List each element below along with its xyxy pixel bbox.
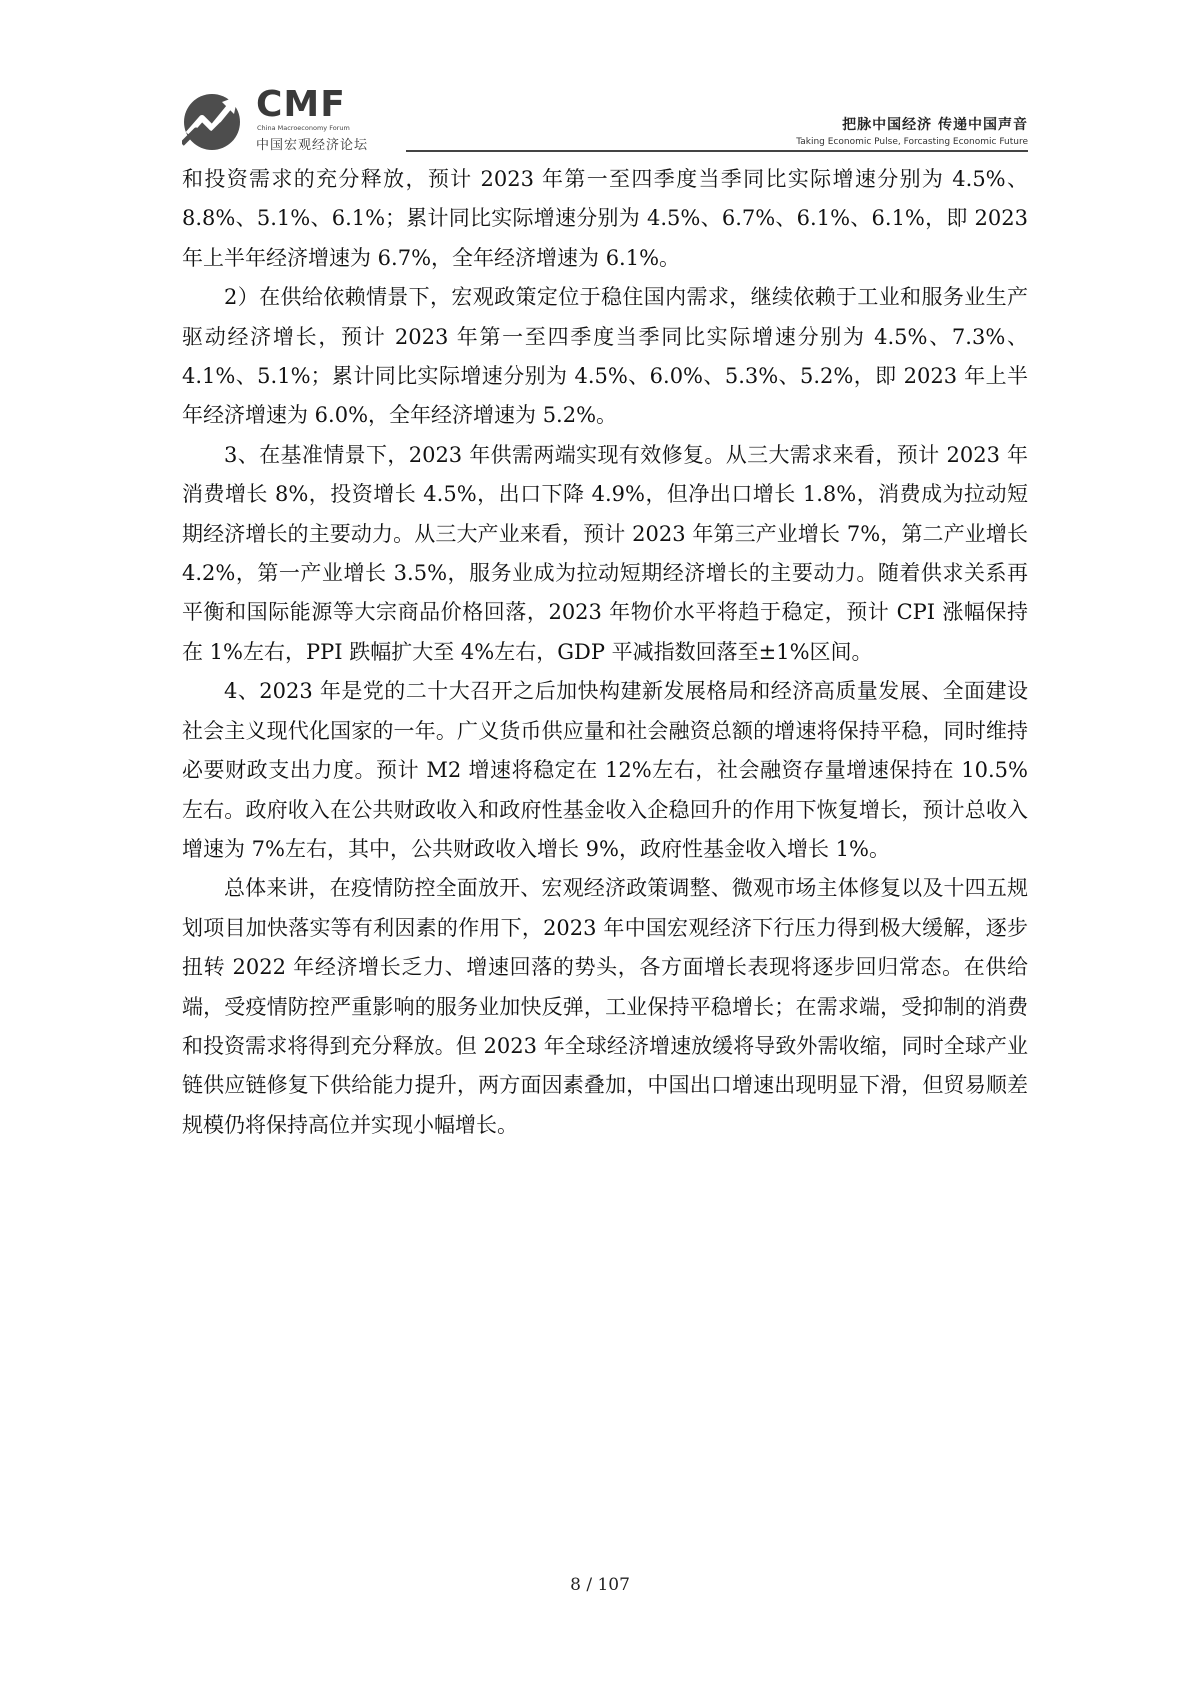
page-header [182, 86, 1028, 156]
cmf-logo [182, 86, 392, 156]
paragraph: 4、2023 年是党的二十大召开之后加快构建新发展格局和经济高质量发展、全面建设社会主义现代化国家的一年。广义货币供应量和社会融资总额的增速将保持平稳，同时维持必要财政支出力度。预计 M2 增速将稳定在 12%左右，社会融资存量增速保持在 10.5%左右。政府收入在公共财政收入和政府性基金收入企稳回升的作用下恢复增长，预计总收入增速为 7%左右，其中，公共财政收入增长 9%，政府性基金收入增长 1%。 [182, 679, 1028, 861]
paragraph: 总体来讲，在疫情防控全面放开、宏观经济政策调整、微观市场主体修复以及十四五规划项目加快落实等有利因素的作用下，2023 年中国宏观经济下行压力得到极大缓解，逐步扭转 2022 年经济增长乏力、增速回落的势头，各方面增长表现将逐步回归常态。在供给端，受疫情防控严重影响的服务业加快反弹，工业保持平稳增长；在需求端，受抑制的消费和投资需求将得到充分释放。但 2023 年全球经济增速放缓将导致外需收缩，同时全球产业链供应链修复下供给能力提升，两方面因素叠加，中国出口增速出现明显下滑，但贸易顺差规模仍将保持高位并实现小幅增长。 [182, 876, 1028, 1137]
slogan-en: Taking Economic Pulse, Forcasting Economic Future [796, 137, 1028, 147]
slogan-cn: 把脉中国经济 传递中国声音 [842, 117, 1028, 133]
page-number: 8 / 107 [570, 1575, 630, 1595]
paragraph: 2）在供给依赖情景下，宏观政策定位于稳住国内需求，继续依赖于工业和服务业生产驱动经济增长，预计 2023 年第一至四季度当季同比实际增速分别为 4.5%、7.3%、4.1%、5.1%；累计同比实际增速分别为 4.5%、6.0%、5.3%、5.2%，即 2023 年上半年经济增速为 6.0%，全年经济增速为 5.2%。 [182, 285, 1028, 428]
chart-arrow-icon [182, 88, 250, 152]
body-text [182, 160, 1028, 1145]
header-divider [406, 150, 1028, 152]
logo-subtitle-cn: 中国宏观经济论坛 [256, 138, 369, 153]
paragraph: 和投资需求的充分释放，预计 2023 年第一至四季度当季同比实际增速分别为 4.5%、8.8%、5.1%、6.1%；累计同比实际增速分别为 4.5%、6.7%、6.1%、6.1%，即 2023 年上半年经济增速为 6.7%，全年经济增速为 6.1%。 [182, 167, 1028, 270]
logo-brand: CMF [256, 84, 346, 125]
logo-subtitle-en: China Macroeconomy Forum [257, 124, 350, 132]
header-slogan [796, 114, 1028, 147]
paragraph: 3、在基准情景下，2023 年供需两端实现有效修复。从三大需求来看，预计 2023 年消费增长 8%，投资增长 4.5%，出口下降 4.9%，但净出口增长 1.8%，消费成为拉动短期经济增长的主要动力。从三大产业来看，预计 2023 年第三产业增长 7%，第二产业增长 4.2%，第一产业增长 3.5%，服务业成为拉动短期经济增长的主要动力。随着供求关系再平衡和国际能源等大宗商品价格回落，2023 年物价水平将趋于稳定，预计 CPI 涨幅保持在 1%左右，PPI 跌幅扩大至 4%左右，GDP 平减指数回落至±1%区间。 [182, 442, 1028, 664]
